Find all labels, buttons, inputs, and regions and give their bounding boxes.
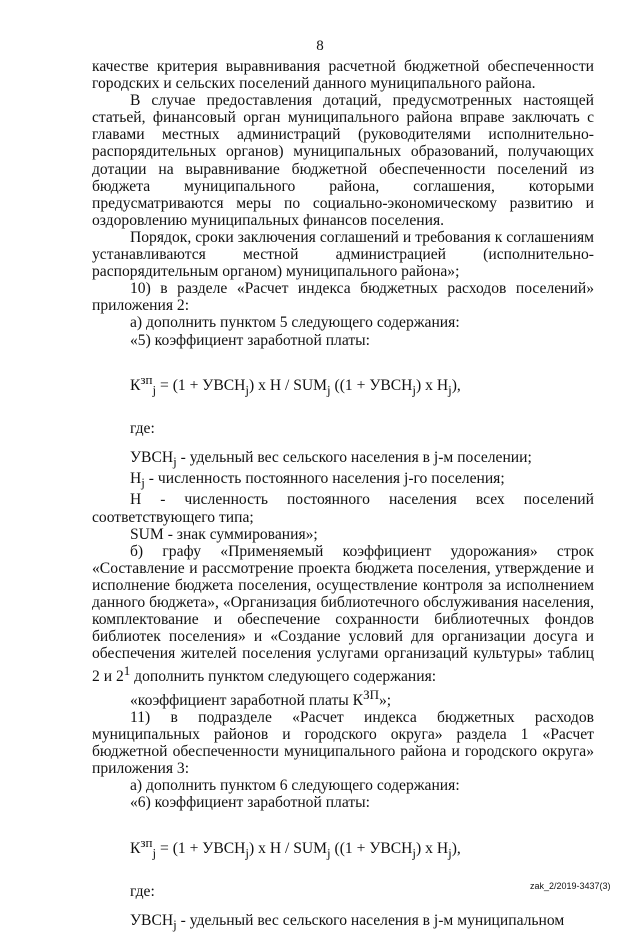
page-number: 8 bbox=[316, 38, 324, 54]
formula-2: $К^{зп}_j = (1$ + $УВСН_j$) х Н / $SUM_j$ ($(1 + УВСН_j)$ х $Н_j$), bbox=[130, 834, 461, 860]
formula-1: $К^{зп}_j = (1$ + $УВСН_j$) х Н / $SUM_j$ ($(1 + УВСН_j)$ х $Н_j$), bbox=[130, 371, 461, 397]
footer-document-code: zak_2/2019-3437(3) bbox=[530, 881, 611, 891]
where-label-1: где: bbox=[130, 419, 155, 437]
definition-4: SUM - знак суммирования»; bbox=[130, 525, 318, 543]
paragraph-8: «коэффициент заработной платы $К^{ЗП}$»; bbox=[130, 686, 392, 709]
paragraph-9: 11) в подразделе «Расчет индекса бюджетных расходов муниципальных районов и городского округа» раздела 1 «Расчет бюджетной обеспеченности муниципального района и городского округа» приложения 3: bbox=[92, 708, 594, 778]
paragraph-11: «6) коэффициент заработной платы: bbox=[130, 794, 370, 812]
where-label-2: где: bbox=[130, 882, 155, 900]
definition-5: $УВСН_j$ - удельный вес сельского населения в j-м муниципальном bbox=[130, 912, 565, 933]
paragraph-1: качестве критерия выравнивания расчетной бюджетной обеспеченности городских и сельских поселений данного муниципального района. bbox=[92, 58, 594, 93]
definition-3: Н - численность постоянного населения всех поселений соответствующего типа; bbox=[92, 491, 594, 526]
document-body bbox=[92, 58, 594, 933]
definition-1: $УВСН_j$ - удельный вес сельского населения в j-м поселении; bbox=[130, 449, 532, 470]
definition-2: $Н_j$ - численность постоянного населения j-го поселения; bbox=[130, 470, 505, 491]
paragraph-7: б) графу «Применяемый коэффициент удорожания» строк «Составление и рассмотрение проекта бюджета поселения, утверждение и исполнение бюджета поселения, осуществление контроля за исполнением данного бюджета», «Организация библиотечного обслуживания населения, комплектование и обеспечение сохранности библиотечных фондов библиотек поселения» и «Создание условий для организации досуга и обеспечения жителей поселения услугами организаций культуры» таблиц 2 и $2^1$ дополнить пунктом следующего содержания: bbox=[92, 542, 594, 686]
paragraph-5: а) дополнить пунктом 5 следующего содержания: bbox=[130, 314, 460, 332]
paragraph-10: а) дополнить пунктом 6 следующего содержания: bbox=[130, 777, 460, 795]
paragraph-4: 10) в разделе «Расчет индекса бюджетных расходов поселений» приложения 2: bbox=[92, 280, 594, 315]
paragraph-3: Порядок, сроки заключения соглашений и требования к соглашениям устанавливаются местной администрацией (исполнительно-распорядительным органом) муниципального района»; bbox=[92, 228, 594, 281]
paragraph-6: «5) коэффициент заработной платы: bbox=[130, 331, 370, 349]
paragraph-2: В случае предоставления дотаций, предусмотренных настоящей статьей, финансовый орган муниципального района вправе заключать с главами местных администраций (руководителями исполнительно-распорядительных органов) муниципальных образований, получающих дотации на выравнивание бюджетной обеспеченности поселений из бюджета муниципального района, соглашения, которыми предусматриваются меры по социально-экономическому развитию и оздоровлению муниципальных финансов поселения. bbox=[92, 92, 594, 229]
